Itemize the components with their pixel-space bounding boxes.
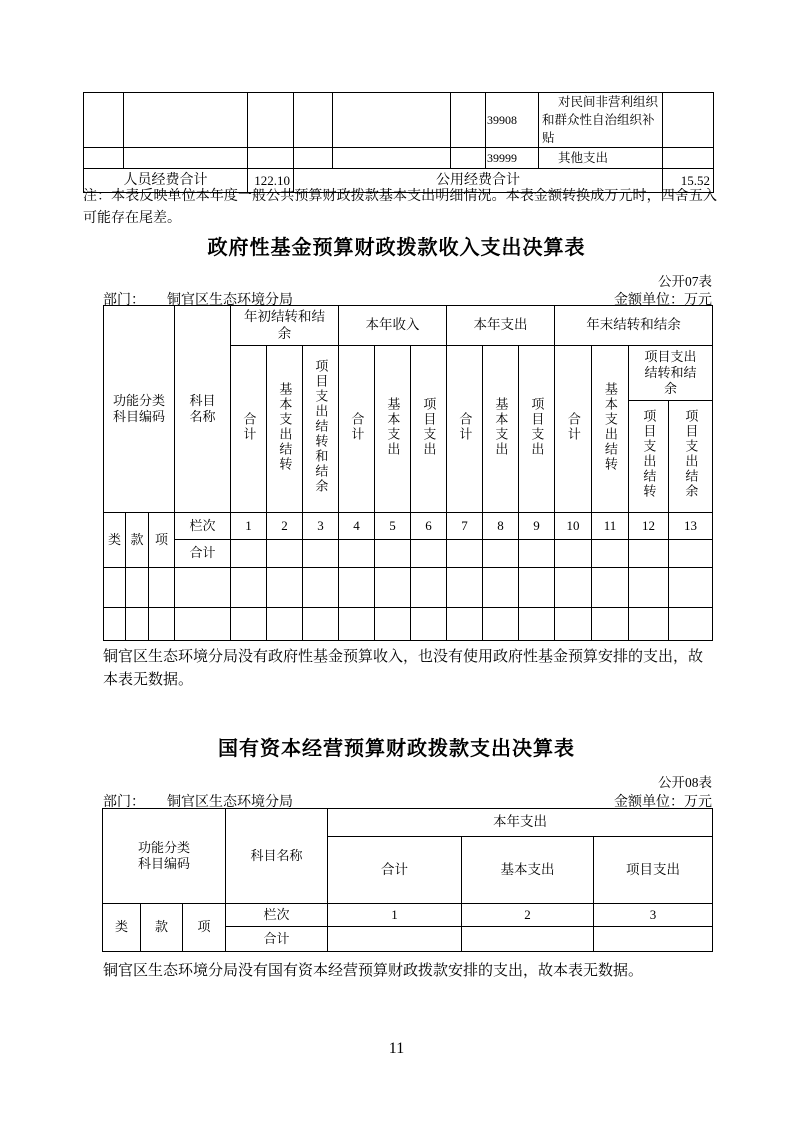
func-code-header: 功能分类科目编码 — [104, 306, 175, 513]
group-begin-balance: 年初结转和结余 — [231, 306, 339, 346]
empty-cell — [267, 608, 303, 641]
unit-label: 金额单位：万元 — [614, 293, 712, 308]
value-cell — [267, 540, 303, 568]
total-row — [104, 540, 713, 568]
subject-name: 其他支出 — [539, 148, 663, 169]
dept-value: 铜官区生态环境分局 — [167, 795, 293, 810]
col-number: 4 — [339, 513, 375, 540]
empty-cell — [669, 568, 713, 608]
col-header-basic-carryover: 基本支出结转 — [592, 346, 629, 513]
value-cell — [483, 540, 519, 568]
col-header-project-carryover-balance: 项目支出结转和结余 — [303, 346, 339, 513]
group-year-expense: 本年支出 — [447, 306, 555, 346]
value-cell — [328, 927, 462, 952]
value-cell — [592, 540, 629, 568]
empty-cell — [149, 568, 175, 608]
col-number: 12 — [629, 513, 669, 540]
lanci-label: 栏次 — [226, 904, 328, 927]
value-cell — [519, 540, 555, 568]
empty-row — [104, 608, 713, 641]
table07-no-data-note: 铜官区生态环境分局没有政府性基金预算收入，也没有使用政府性基金预算安排的支出，故本表无数据。 — [103, 649, 704, 688]
dept-label: 部门： — [103, 795, 145, 810]
empty-cell — [555, 608, 592, 641]
empty-cell — [451, 93, 486, 148]
empty-cell — [339, 568, 375, 608]
col-number: 6 — [411, 513, 447, 540]
value-cell — [669, 540, 713, 568]
state-capital-budget-table — [102, 808, 713, 952]
total-label: 合计 — [175, 540, 231, 568]
value-cell — [339, 540, 375, 568]
subject-code: 39999 — [486, 148, 539, 169]
col-header-project-expense: 项目支出 — [411, 346, 447, 513]
col-number: 1 — [328, 904, 462, 927]
col-number: 5 — [375, 513, 411, 540]
col-number: 2 — [267, 513, 303, 540]
table-row — [84, 148, 714, 169]
empty-cell — [124, 93, 248, 148]
col-number: 1 — [231, 513, 267, 540]
item-header: 项 — [149, 513, 175, 568]
class-header: 类 — [104, 513, 126, 568]
empty-cell — [447, 568, 483, 608]
empty-cell — [339, 608, 375, 641]
empty-cell — [126, 608, 149, 641]
personnel-total-value: 122.10 — [248, 169, 294, 193]
col-header-basic-expense: 基本支出 — [375, 346, 411, 513]
col-header-basic-expense: 基本支出 — [462, 837, 594, 904]
table08-title: 国有资本经营预算财政拨款支出决算表 — [218, 738, 575, 760]
empty-cell — [126, 568, 149, 608]
col-number: 9 — [519, 513, 555, 540]
empty-cell — [294, 148, 333, 169]
empty-cell — [629, 608, 669, 641]
table08-sheet-label: 公开08表 — [658, 775, 712, 790]
subgroup-project-carryover-balance: 项目支出结转和结余 — [629, 346, 713, 401]
empty-cell — [149, 608, 175, 641]
header-group-row — [103, 809, 713, 837]
empty-cell — [333, 93, 451, 148]
col-number: 8 — [483, 513, 519, 540]
empty-cell — [231, 608, 267, 641]
col-header-basic-carryover: 基本支出结转 — [267, 346, 303, 513]
table-note: 注：本表反映单位本年度一般公共预算财政拨款基本支出明细情况。本表金额转换成万元时，四舍五入可能存在尾差。 — [83, 189, 717, 227]
basic-expenditure-table-fragment — [83, 92, 714, 193]
empty-cell — [669, 608, 713, 641]
amount-cell — [663, 148, 714, 169]
dept-label: 部门： — [103, 293, 145, 308]
table08-no-data-note: 铜官区生态环境分局没有国有资本经营预算财政拨款安排的支出，故本表无数据。 — [103, 963, 644, 979]
empty-cell — [483, 568, 519, 608]
group-end-balance: 年末结转和结余 — [555, 306, 713, 346]
value-cell — [594, 927, 713, 952]
dept-value: 铜官区生态环境分局 — [167, 293, 293, 308]
empty-cell — [175, 568, 231, 608]
col-header-project-expense: 项目支出 — [594, 837, 713, 904]
section-header: 款 — [141, 904, 183, 952]
section-header: 款 — [126, 513, 149, 568]
empty-cell — [592, 608, 629, 641]
empty-cell — [519, 568, 555, 608]
value-cell — [462, 927, 594, 952]
value-cell — [303, 540, 339, 568]
empty-cell — [104, 568, 126, 608]
empty-cell — [629, 568, 669, 608]
table-row — [84, 93, 714, 148]
value-cell — [447, 540, 483, 568]
col-number: 3 — [303, 513, 339, 540]
table07-title: 政府性基金预算财政拨款收入支出决算表 — [207, 237, 586, 259]
amount-cell — [663, 93, 714, 148]
col-number: 11 — [592, 513, 629, 540]
empty-cell — [248, 93, 294, 148]
empty-cell — [451, 148, 486, 169]
empty-row — [104, 568, 713, 608]
empty-cell — [592, 568, 629, 608]
col-header-project-carryover: 项目支出结转 — [629, 401, 669, 513]
personnel-total-label: 人员经费合计 — [84, 169, 248, 193]
page-number: 11 — [388, 1040, 405, 1057]
empty-cell — [303, 568, 339, 608]
empty-cell — [303, 608, 339, 641]
value-cell — [629, 540, 669, 568]
subject-name-header: 科目名称 — [175, 306, 231, 513]
empty-cell — [84, 148, 124, 169]
empty-cell — [447, 608, 483, 641]
col-header-total: 合计 — [447, 346, 483, 513]
class-header: 类 — [103, 904, 141, 952]
col-header-total: 合计 — [339, 346, 375, 513]
item-header: 项 — [183, 904, 226, 952]
col-number: 10 — [555, 513, 592, 540]
total-label: 合计 — [226, 927, 328, 952]
empty-cell — [267, 568, 303, 608]
empty-cell — [375, 608, 411, 641]
col-header-basic-expense: 基本支出 — [483, 346, 519, 513]
col-header-total: 合计 — [231, 346, 267, 513]
value-cell — [375, 540, 411, 568]
public-total-label: 公用经费合计 — [294, 169, 663, 193]
func-code-header: 功能分类科目编码 — [103, 809, 226, 904]
empty-cell — [519, 608, 555, 641]
empty-cell — [411, 568, 447, 608]
empty-cell — [104, 608, 126, 641]
empty-cell — [248, 148, 294, 169]
empty-cell — [175, 608, 231, 641]
unit-label: 金额单位：万元 — [614, 795, 712, 810]
empty-cell — [84, 93, 124, 148]
value-cell — [411, 540, 447, 568]
empty-cell — [375, 568, 411, 608]
empty-cell — [483, 608, 519, 641]
subject-name-header: 科目名称 — [226, 809, 328, 904]
empty-cell — [124, 148, 248, 169]
col-number: 3 — [594, 904, 713, 927]
lanci-label: 栏次 — [175, 513, 231, 540]
col-header-total: 合计 — [555, 346, 592, 513]
subject-code: 39908 — [486, 93, 539, 148]
column-index-row — [104, 513, 713, 540]
subject-name: 对民间非营利组织和群众性自治组织补贴 — [539, 93, 663, 148]
group-year-income: 本年收入 — [339, 306, 447, 346]
col-header-project-balance: 项目支出结余 — [669, 401, 713, 513]
empty-cell — [294, 93, 333, 148]
empty-cell — [555, 568, 592, 608]
table07-sheet-label: 公开07表 — [658, 274, 712, 289]
empty-cell — [411, 608, 447, 641]
public-total-value: 15.52 — [663, 169, 714, 193]
col-number: 13 — [669, 513, 713, 540]
col-number: 7 — [447, 513, 483, 540]
value-cell — [555, 540, 592, 568]
col-header-project-expense: 项目支出 — [519, 346, 555, 513]
empty-cell — [333, 148, 451, 169]
value-cell — [231, 540, 267, 568]
col-header-total: 合计 — [328, 837, 462, 904]
group-year-expense: 本年支出 — [328, 809, 713, 837]
gov-fund-budget-table — [103, 305, 713, 641]
header-group-row — [104, 306, 713, 346]
empty-cell — [231, 568, 267, 608]
column-index-row — [103, 904, 713, 927]
col-number: 2 — [462, 904, 594, 927]
